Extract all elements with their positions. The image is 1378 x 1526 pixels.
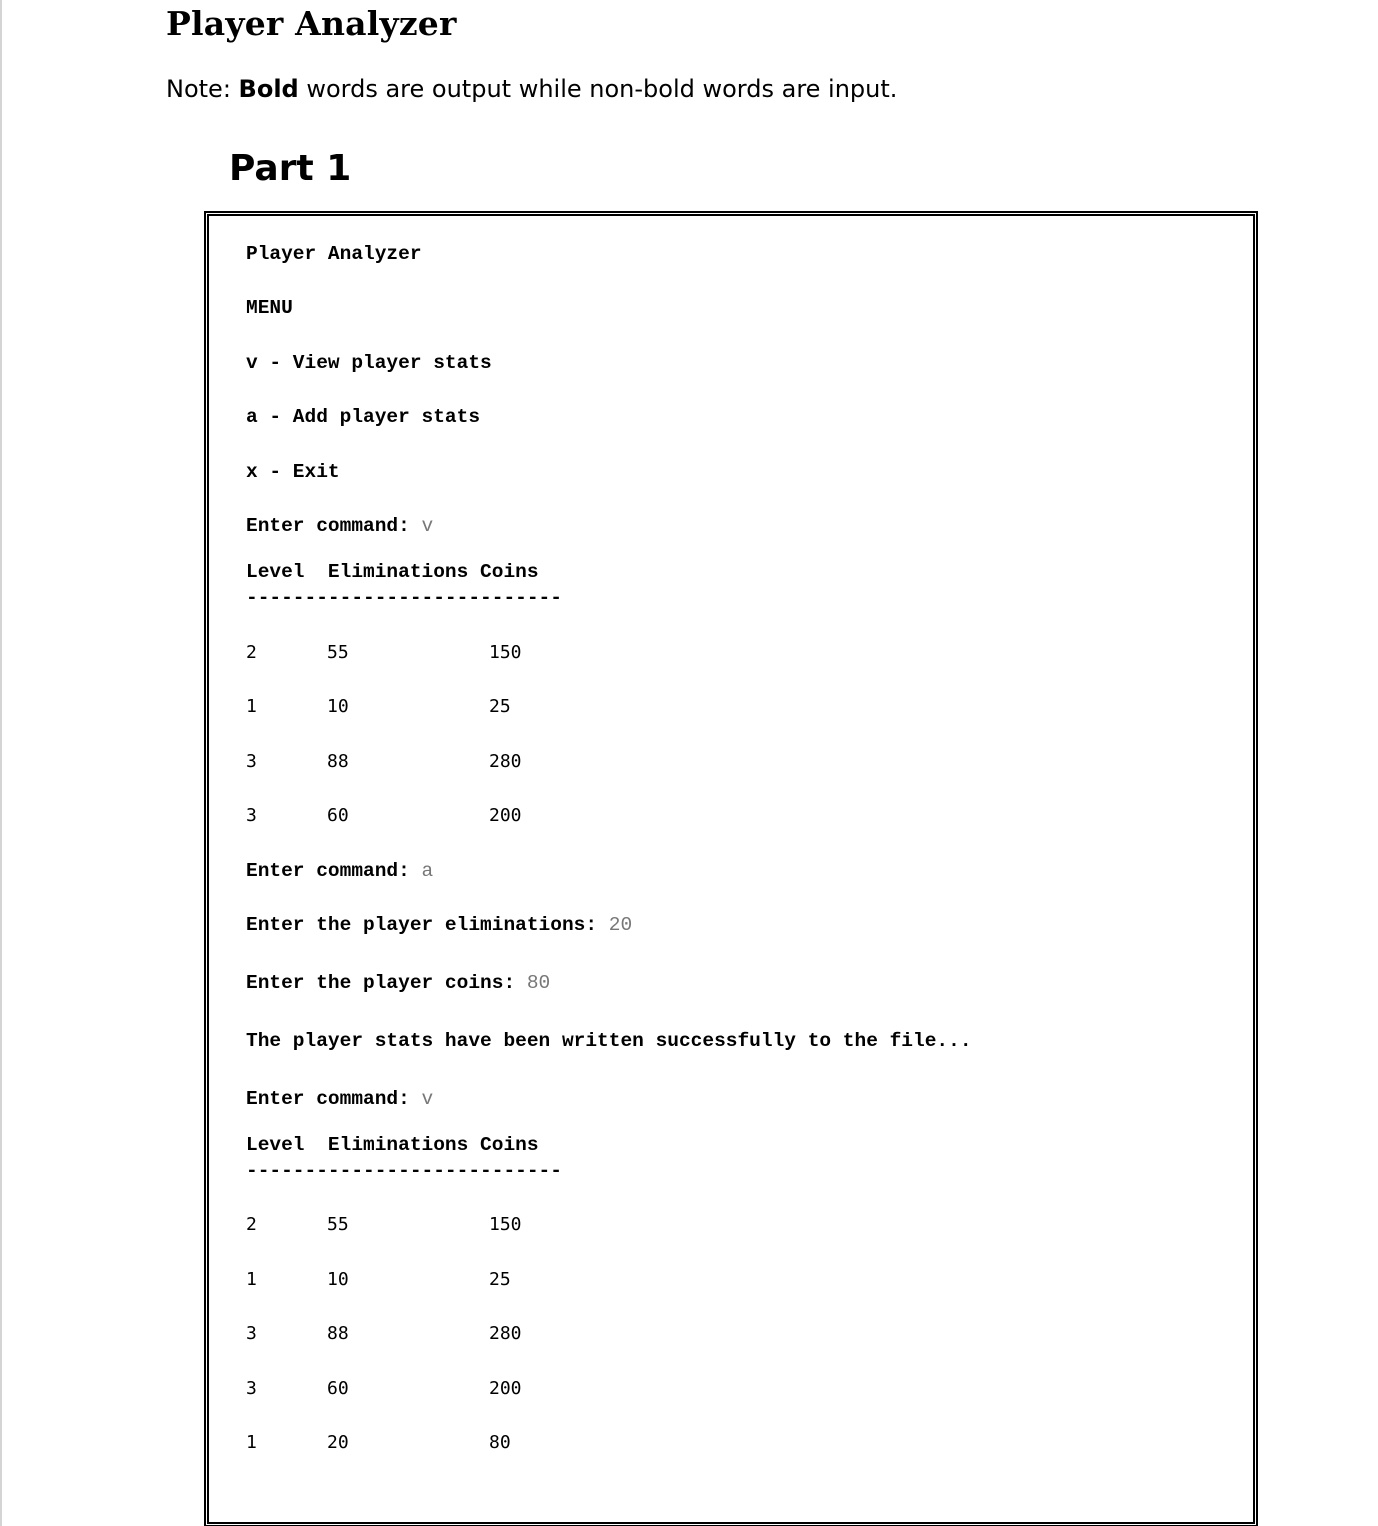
table-header: Level Eliminations Coins [246,1134,539,1156]
coins-cell: 150 [489,1214,522,1235]
level-cell: 3 [246,805,257,826]
level-cell: 1 [246,1432,257,1453]
eliminations-cell: 60 [327,1378,349,1399]
command-input: v [421,515,434,537]
eliminations-line [246,913,632,937]
command-line-1 [246,514,433,538]
eliminations-cell: 60 [327,805,349,826]
coins-cell: 200 [489,805,522,826]
coins-cell: 80 [489,1432,511,1453]
level-cell: 1 [246,696,257,717]
eliminations-cell: 10 [327,696,349,717]
eliminations-prompt: Enter the player eliminations: [246,914,609,936]
coins-line [246,971,550,995]
eliminations-cell: 88 [327,1323,349,1344]
left-margin-rule [0,0,2,1526]
eliminations-cell: 88 [327,751,349,772]
coins-prompt: Enter the player coins: [246,972,527,994]
note-prefix: Note: [166,75,239,103]
coins-input: 80 [526,972,551,994]
coins-cell: 150 [489,642,522,663]
part-title: Part 1 [229,148,352,189]
console-app-title: Player Analyzer [246,243,422,265]
table-header: Level Eliminations Coins [246,561,539,583]
level-cell: 1 [246,1269,257,1290]
table-divider: --------------------------- [246,1160,562,1182]
eliminations-cell: 55 [327,642,349,663]
command-prompt: Enter command: [246,515,422,537]
note-bold-word: Bold [238,75,299,103]
success-message: The player stats have been written successfully to the file... [246,1030,972,1052]
menu-item-view: v - View player stats [246,352,492,374]
level-cell: 2 [246,642,257,663]
note-text [166,72,897,106]
eliminations-cell: 55 [327,1214,349,1235]
menu-item-exit: x - Exit [246,461,340,483]
eliminations-cell: 20 [327,1432,349,1453]
menu-heading: MENU [246,297,293,319]
level-cell: 3 [246,1323,257,1344]
level-cell: 3 [246,1378,257,1399]
command-prompt: Enter command: [246,1088,422,1110]
coins-cell: 200 [489,1378,522,1399]
coins-cell: 25 [489,1269,511,1290]
coins-cell: 25 [489,696,511,717]
coins-cell: 280 [489,1323,522,1344]
command-line-3 [246,1087,433,1111]
coins-cell: 280 [489,751,522,772]
eliminations-cell: 10 [327,1269,349,1290]
menu-item-add: a - Add player stats [246,406,481,428]
page-title: Player Analyzer [166,4,457,43]
command-input: v [421,1088,434,1110]
level-cell: 2 [246,1214,257,1235]
note-rest: words are output while non-bold words are input. [298,75,898,103]
command-prompt: Enter command: [246,860,422,882]
command-input: a [421,860,434,882]
level-cell: 3 [246,751,257,772]
command-line-2 [246,859,433,883]
table-divider: --------------------------- [246,587,562,609]
eliminations-input: 20 [608,914,633,936]
